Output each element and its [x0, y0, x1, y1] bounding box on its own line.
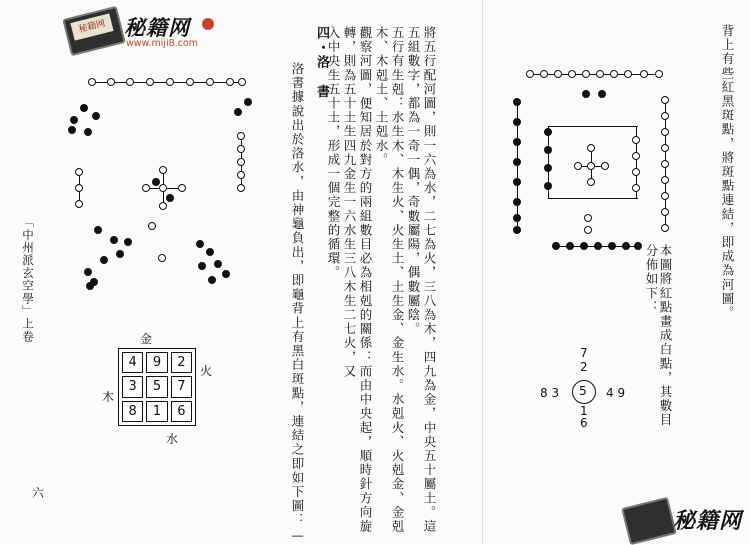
grid-cell: 7	[171, 376, 192, 397]
grid-label-bottom: 水	[166, 432, 179, 446]
section-title: 四・洛 書	[314, 26, 329, 99]
grid-label-left: 木	[102, 390, 115, 404]
number-top: 7	[580, 346, 588, 360]
grid-label-right: 火	[200, 364, 213, 378]
text-column: 入中央生五十土，形成一個完整的循環。	[326, 26, 341, 280]
running-title: 「中州派玄空學」上卷	[21, 216, 35, 343]
caption-line: 本圖將紅點畫成白點，其數目	[658, 244, 673, 428]
site-url: www.miji8.com	[126, 38, 198, 49]
grid-cell: 6	[171, 401, 192, 422]
grid-cell: 5	[146, 376, 167, 397]
text-column: 觀察河圖，便知居於對方的兩組數目必為相剋的關係：而由中央起，順時針方向旋	[358, 26, 373, 534]
luoshu-paragraph: 洛書據說出於洛水，由神龜負出，即龜背上有黑白斑點，連結之即如下圖：—	[290, 62, 305, 544]
text-column: 木、木剋土、土剋水。	[374, 26, 389, 167]
grid-cell: 2	[171, 352, 192, 373]
intro-text: 背上有些紅黑斑點，將斑點連結，即成為河圖。	[720, 24, 735, 321]
watermark-logo-bottom	[625, 500, 750, 544]
book-icon	[621, 497, 677, 545]
site-name: 秘籍网	[124, 16, 190, 40]
number-bottom: 1	[580, 404, 588, 418]
grid-cell: 1	[146, 401, 167, 422]
text-column: 將五行配河圖，則一六為水，二七為火，三八為木，四九為金，中央五十屬土。這	[422, 26, 437, 534]
red-seal-icon	[202, 18, 214, 30]
caption-line: 分佈如下：	[644, 244, 659, 315]
number-right: 4 9	[606, 386, 626, 400]
text-column: 五組數字，都為一奇一偶，奇數屬陽，偶數屬陰。	[406, 26, 421, 337]
grid-cell: 9	[146, 352, 167, 373]
watermark-logo	[66, 10, 216, 50]
grid-label-top: 金	[140, 332, 153, 346]
grid-cell: 4	[122, 352, 143, 373]
number-left: 8 3	[540, 386, 560, 400]
grid-cell: 8	[122, 401, 143, 422]
grid-cell: 3	[122, 376, 143, 397]
text-column: 五行有生剋：水生木、木生火、火生土、土生金、金生水。水剋火、火剋金、金剋	[390, 26, 405, 534]
number-top2: 2	[580, 360, 588, 374]
site-name: 秘籍网	[673, 509, 743, 534]
text-column: 轉，則為五十土生四九金生一六水生三八木生二七火，又	[342, 26, 357, 379]
number-bottom2: 6	[580, 416, 588, 430]
page-number: 六	[32, 486, 45, 500]
book-label: 秘籍网	[70, 13, 113, 40]
page-gutter	[482, 0, 483, 544]
number-center: 5	[579, 384, 587, 398]
luoshu-grid	[118, 348, 196, 426]
